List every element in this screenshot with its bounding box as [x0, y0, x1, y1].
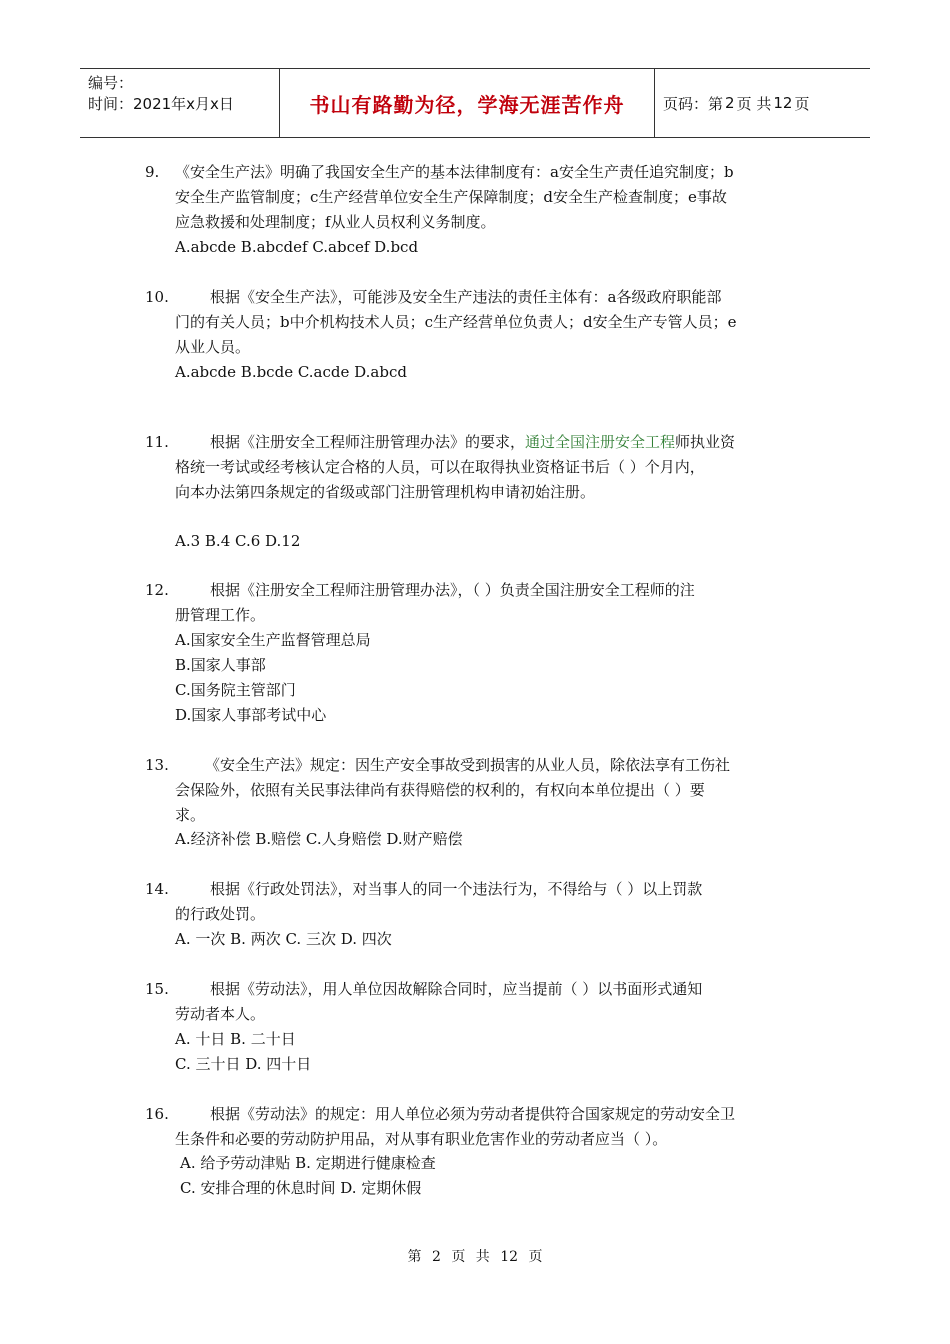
- question-11-options: A.3 B.4 C.6 D.12: [175, 532, 301, 550]
- question-number: 14.: [145, 880, 169, 898]
- page-number: 2: [725, 94, 735, 112]
- question-16-options-cd: C. 安排合理的休息时间 D. 定期休假: [180, 1179, 422, 1197]
- text-line: 生条件和必要的劳动防护用品，对从事有职业危害作业的劳动者应当（ ）。: [175, 1130, 668, 1148]
- text-line: 格统一考试或经考核认定合格的人员，可以在取得执业资格证书后（ ）个月内，: [175, 458, 705, 476]
- question-13-options: A.经济补偿 B.赔偿 C.人身赔偿 D.财产赔偿: [175, 830, 463, 848]
- text-line: 根据《劳动法》，用人单位因故解除合同时，应当提前（ ）以书面形式通知: [210, 980, 703, 998]
- question-text: [175, 578, 810, 628]
- question-14: [145, 877, 810, 927]
- question-13: [145, 753, 810, 828]
- page-footer: [0, 1246, 950, 1266]
- text-line: 向本办法第四条规定的省级或部门注册管理机构申请初始注册。: [175, 483, 596, 501]
- text-segment: 根据《注册安全工程师注册管理办法》的要求，: [210, 433, 526, 451]
- footer-page-total: 12: [500, 1249, 519, 1265]
- text-line: 应急救援和处理制度；f从业人员权利义务制度。: [175, 213, 496, 231]
- text-line: 根据《劳动法》的规定：用人单位必须为劳动者提供符合国家规定的劳动安全卫: [210, 1105, 736, 1123]
- text-line: 《安全生产法》明确了我国安全生产的基本法律制度有：a安全生产责任追究制度；b: [175, 163, 734, 181]
- text-line: 册管理工作。: [175, 606, 266, 624]
- question-text: [175, 285, 810, 360]
- question-15-options-ab: A. 十日 B. 二十日: [175, 1030, 296, 1048]
- page-label: 页码：第: [663, 94, 724, 113]
- code-label: 编号：: [88, 74, 134, 92]
- question-11: [145, 430, 810, 505]
- footer-text: 共: [475, 1249, 490, 1265]
- text-line: 从业人员。: [175, 338, 251, 356]
- question-number: 13.: [145, 756, 169, 774]
- text-line: [175, 430, 810, 455]
- question-15: [145, 977, 810, 1027]
- question-number: 15.: [145, 980, 169, 998]
- text-line: 门的有关人员；b中介机构技术人员；c生产经营单位负责人；d安全生产专管人员；e: [175, 313, 737, 331]
- question-10-options: A.abcde B.bcde C.acde D.abcd: [175, 363, 407, 381]
- question-text: [175, 753, 810, 828]
- footer-text: 第: [407, 1249, 422, 1265]
- question-10: [145, 285, 810, 360]
- text-line: 根据《行政处罚法》，对当事人的同一个违法行为，不得给与（ ）以上罚款: [210, 880, 703, 898]
- question-text: [175, 1102, 810, 1152]
- page-header: [80, 68, 870, 138]
- page-total: 12: [773, 94, 793, 112]
- text-line: 的行政处罚。: [175, 905, 266, 923]
- text-line: 会保险外，依照有关民事法律尚有获得赔偿的权利的，有权向本单位提出（ ）要: [175, 781, 705, 799]
- question-9-options: A.abcde B.abcdef C.abcef D.bcd: [175, 238, 419, 256]
- question-number: 12.: [145, 581, 169, 599]
- time-label: 时间：2021年x月x日: [88, 95, 234, 113]
- hyperlink-text[interactable]: 通过全国注册安全工程: [525, 433, 676, 451]
- header-meta: [80, 69, 280, 137]
- question-text: [175, 160, 810, 235]
- question-12-option-a: A.国家安全生产监督管理总局: [175, 631, 371, 649]
- question-text: [175, 977, 810, 1027]
- question-16-options-ab: A. 给予劳动津贴 B. 定期进行健康检查: [180, 1154, 436, 1172]
- question-12: [145, 578, 810, 628]
- text-line: 求。: [175, 806, 206, 824]
- question-14-options: A. 一次 B. 两次 C. 三次 D. 四次: [175, 930, 392, 948]
- text-line: 安全生产监管制度；c生产经营单位安全生产保障制度；d安全生产检查制度；e事故: [175, 188, 727, 206]
- question-number: 11.: [145, 433, 169, 451]
- footer-page-number: 2: [431, 1249, 441, 1265]
- question-number: 10.: [145, 288, 169, 306]
- page-end-label: 页: [794, 94, 810, 113]
- text-line: 劳动者本人。: [175, 1005, 266, 1023]
- question-text: [175, 430, 810, 505]
- question-number: 9.: [145, 163, 160, 181]
- question-9: [145, 160, 810, 235]
- page-mid-label: 页 共: [736, 94, 772, 113]
- text-line: 根据《注册安全工程师注册管理办法》，（ ）负责全国注册安全工程师的注: [210, 581, 695, 599]
- question-12-option-b: B.国家人事部: [175, 656, 266, 674]
- question-16: [145, 1102, 810, 1152]
- text-line: 《安全生产法》规定：因生产安全事故受到损害的从业人员，除依法享有工伤社: [205, 756, 731, 774]
- header-motto: 书山有路勤为径，学海无涯苦作舟: [280, 69, 655, 137]
- question-number: 16.: [145, 1105, 169, 1123]
- text-segment: 师执业资: [675, 433, 736, 451]
- footer-text: 页: [451, 1249, 466, 1265]
- question-12-option-d: D.国家人事部考试中心: [175, 706, 327, 724]
- text-line: 根据《安全生产法》，可能涉及安全生产违法的责任主体有：a各级政府职能部: [210, 288, 722, 306]
- question-text: [175, 877, 810, 927]
- question-15-options-cd: C. 三十日 D. 四十日: [175, 1055, 312, 1073]
- footer-text: 页: [528, 1249, 543, 1265]
- question-12-option-c: C.国务院主管部门: [175, 681, 296, 699]
- header-page-info: [655, 69, 870, 137]
